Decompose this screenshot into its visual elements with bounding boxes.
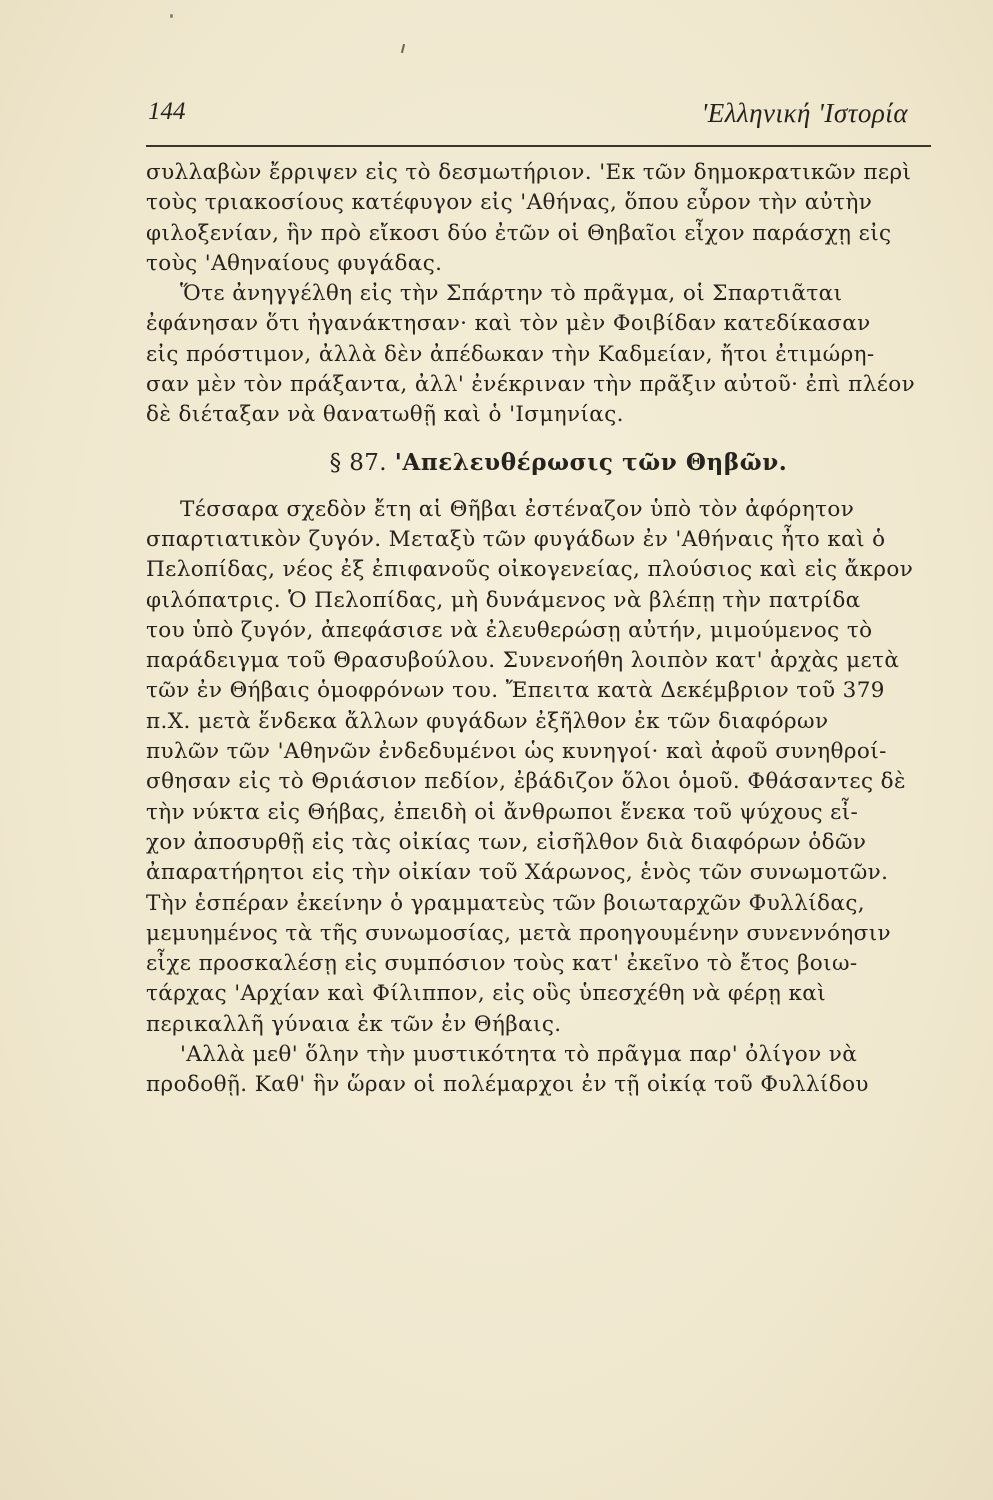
text-line: σαν μὲν τὸν πράξαντα, ἀλλ' ἐνέκριναν τὴν πρᾶξιν αὐτοῦ· ἐπὶ πλέον xyxy=(146,372,916,398)
text-line: μεμυημένος τὰ τῆς συνωμοσίας, μετὰ προηγουμένην συνεννόησιν xyxy=(146,920,892,946)
text-line: συλλαβὼν ἔρριψεν εἰς τὸ δεσμωτήριον. 'Εκ τῶν δημοκρατικῶν περὶ xyxy=(146,160,912,185)
text-line: παράδειγμα τοῦ Θρασυβούλου. Συνενοήθη λοιπὸν κατ' ἀρχὰς μετὰ xyxy=(146,648,900,674)
text-line: τοὺς 'Αθηναίους φυγάδας. xyxy=(146,250,443,276)
text-line: πυλῶν τῶν 'Αθηνῶν ἐνδεδυμένοι ὡς κυνηγοί· καὶ ἀφοῦ συνηθροί- xyxy=(146,739,887,765)
text-line: π.Χ. μετὰ ἕνδεκα ἄλλων φυγάδων ἐξῆλθον ἐκ τῶν διαφόρων xyxy=(146,708,829,734)
text-line: τὴν νύκτα εἰς Θήβας, ἐπειδὴ οἱ ἄνθρωποι ἕνεκα τοῦ ψύχους εἶ- xyxy=(146,799,859,825)
text-line: χον ἀποσυρθῇ εἰς τὰς οἰκίας των, εἰσῆλθον διὰ διαφόρων ὁδῶν xyxy=(146,829,867,855)
text-line: εἰς πρόστιμον, ἀλλὰ δὲν ἀπέδωκαν τὴν Καδμείαν, ἤτοι ἐτιμώρη- xyxy=(146,341,875,367)
page-speck xyxy=(170,14,173,18)
text-line: εἶχε προσκαλέσῃ εἰς συμπόσιον τοὺς κατ' ἐκεῖνο τὸ ἔτος βοιω- xyxy=(146,951,858,977)
text-line: του ὑπὸ ζυγόν, ἀπεφάσισε νὰ ἐλευθερώσῃ αὐτήν, μιμούμενος τὸ xyxy=(146,617,873,643)
paragraph-2 xyxy=(146,279,931,430)
text-line: φιλόπατρις. Ὁ Πελοπίδας, μὴ δυνάμενος νὰ βλέπῃ τὴν πατρίδα xyxy=(146,587,861,613)
text-line: φιλοξενίαν, ἣν πρὸ εἴκοσι δύο ἐτῶν οἱ Θηβαῖοι εἶχον παράσχῃ εἰς xyxy=(146,220,892,246)
text-line: τοὺς τριακοσίους κατέφυγον εἰς 'Αθήνας, ὅπου εὗρον τὴν αὐτὴν xyxy=(146,190,873,216)
page-mark xyxy=(401,44,405,53)
section-heading xyxy=(146,431,931,495)
running-title: 'Ελληνική 'Ιστορία xyxy=(701,98,908,128)
section-title: 'Απελευθέρωσις τῶν Θηβῶν. xyxy=(394,448,788,476)
text-line: ἐφάνησαν ὅτι ἠγανάκτησαν· καὶ τὸν μὲν Φοιβίδαν κατεδίκασαν xyxy=(146,311,871,337)
page-header xyxy=(148,98,908,138)
header-rule xyxy=(146,145,931,147)
body-text xyxy=(146,158,931,1101)
paragraph-4 xyxy=(146,1040,931,1101)
text-line: σπαρτιατικὸν ζυγόν. Μεταξὺ τῶν φυγάδων ἐν 'Αθήναις ἦτο καὶ ὁ xyxy=(146,526,886,552)
text-line: δὲ διέταξαν νὰ θανατωθῇ καὶ ὁ 'Ισμηνίας. xyxy=(146,402,624,428)
paragraph-1 xyxy=(146,158,931,279)
text-line: τάρχας 'Αρχίαν καὶ Φίλιππον, εἰς οὓς ὑπεσχέθη νὰ φέρῃ καὶ xyxy=(146,981,827,1007)
text-line: ἀπαρατήρητοι εἰς τὴν οἰκίαν τοῦ Χάρωνος, ἑνὸς τῶν συνωμοτῶν. xyxy=(146,860,889,886)
text-line: σθησαν εἰς τὸ Θριάσιον πεδίον, ἐβάδιζον ὅλοι ὁμοῦ. Φθάσαντες δὲ xyxy=(146,769,906,795)
section-number: § 87. xyxy=(329,449,388,476)
text-line: Πελοπίδας, νέος ἐξ ἐπιφανοῦς οἰκογενείας, πλούσιος καὶ εἰς ἄκρον xyxy=(146,557,914,583)
text-line: Ὅτε ἀνηγγέλθη εἰς τὴν Σπάρτην τὸ πρᾶγμα, οἱ Σπαρτιᾶται xyxy=(180,281,843,307)
text-line: περικαλλῆ γύναια ἐκ τῶν ἐν Θήβαις. xyxy=(146,1011,562,1037)
paragraph-3 xyxy=(146,495,931,1040)
text-line: προδοθῇ. Καθ' ἣν ὥραν οἱ πολέμαρχοι ἐν τῇ οἰκίᾳ τοῦ Φυλλίδου xyxy=(146,1072,869,1098)
text-line: τῶν ἐν Θήβαις ὁμοφρόνων του. Ἔπειτα κατὰ Δεκέμβριον τοῦ 379 xyxy=(146,678,885,704)
page-number: 144 xyxy=(148,98,186,125)
text-line: 'Αλλὰ μεθ' ὅλην τὴν μυστικότητα τὸ πρᾶγμα παρ' ὀλίγον νὰ xyxy=(180,1042,858,1068)
text-line: Τέσσαρα σχεδὸν ἔτη αἱ Θῆβαι ἐστέναζον ὑπὸ τὸν ἀφόρητον xyxy=(180,496,855,522)
text-line: Τὴν ἑσπέραν ἐκείνην ὁ γραμματεὺς τῶν βοιωταρχῶν Φυλλίδας, xyxy=(146,890,865,916)
